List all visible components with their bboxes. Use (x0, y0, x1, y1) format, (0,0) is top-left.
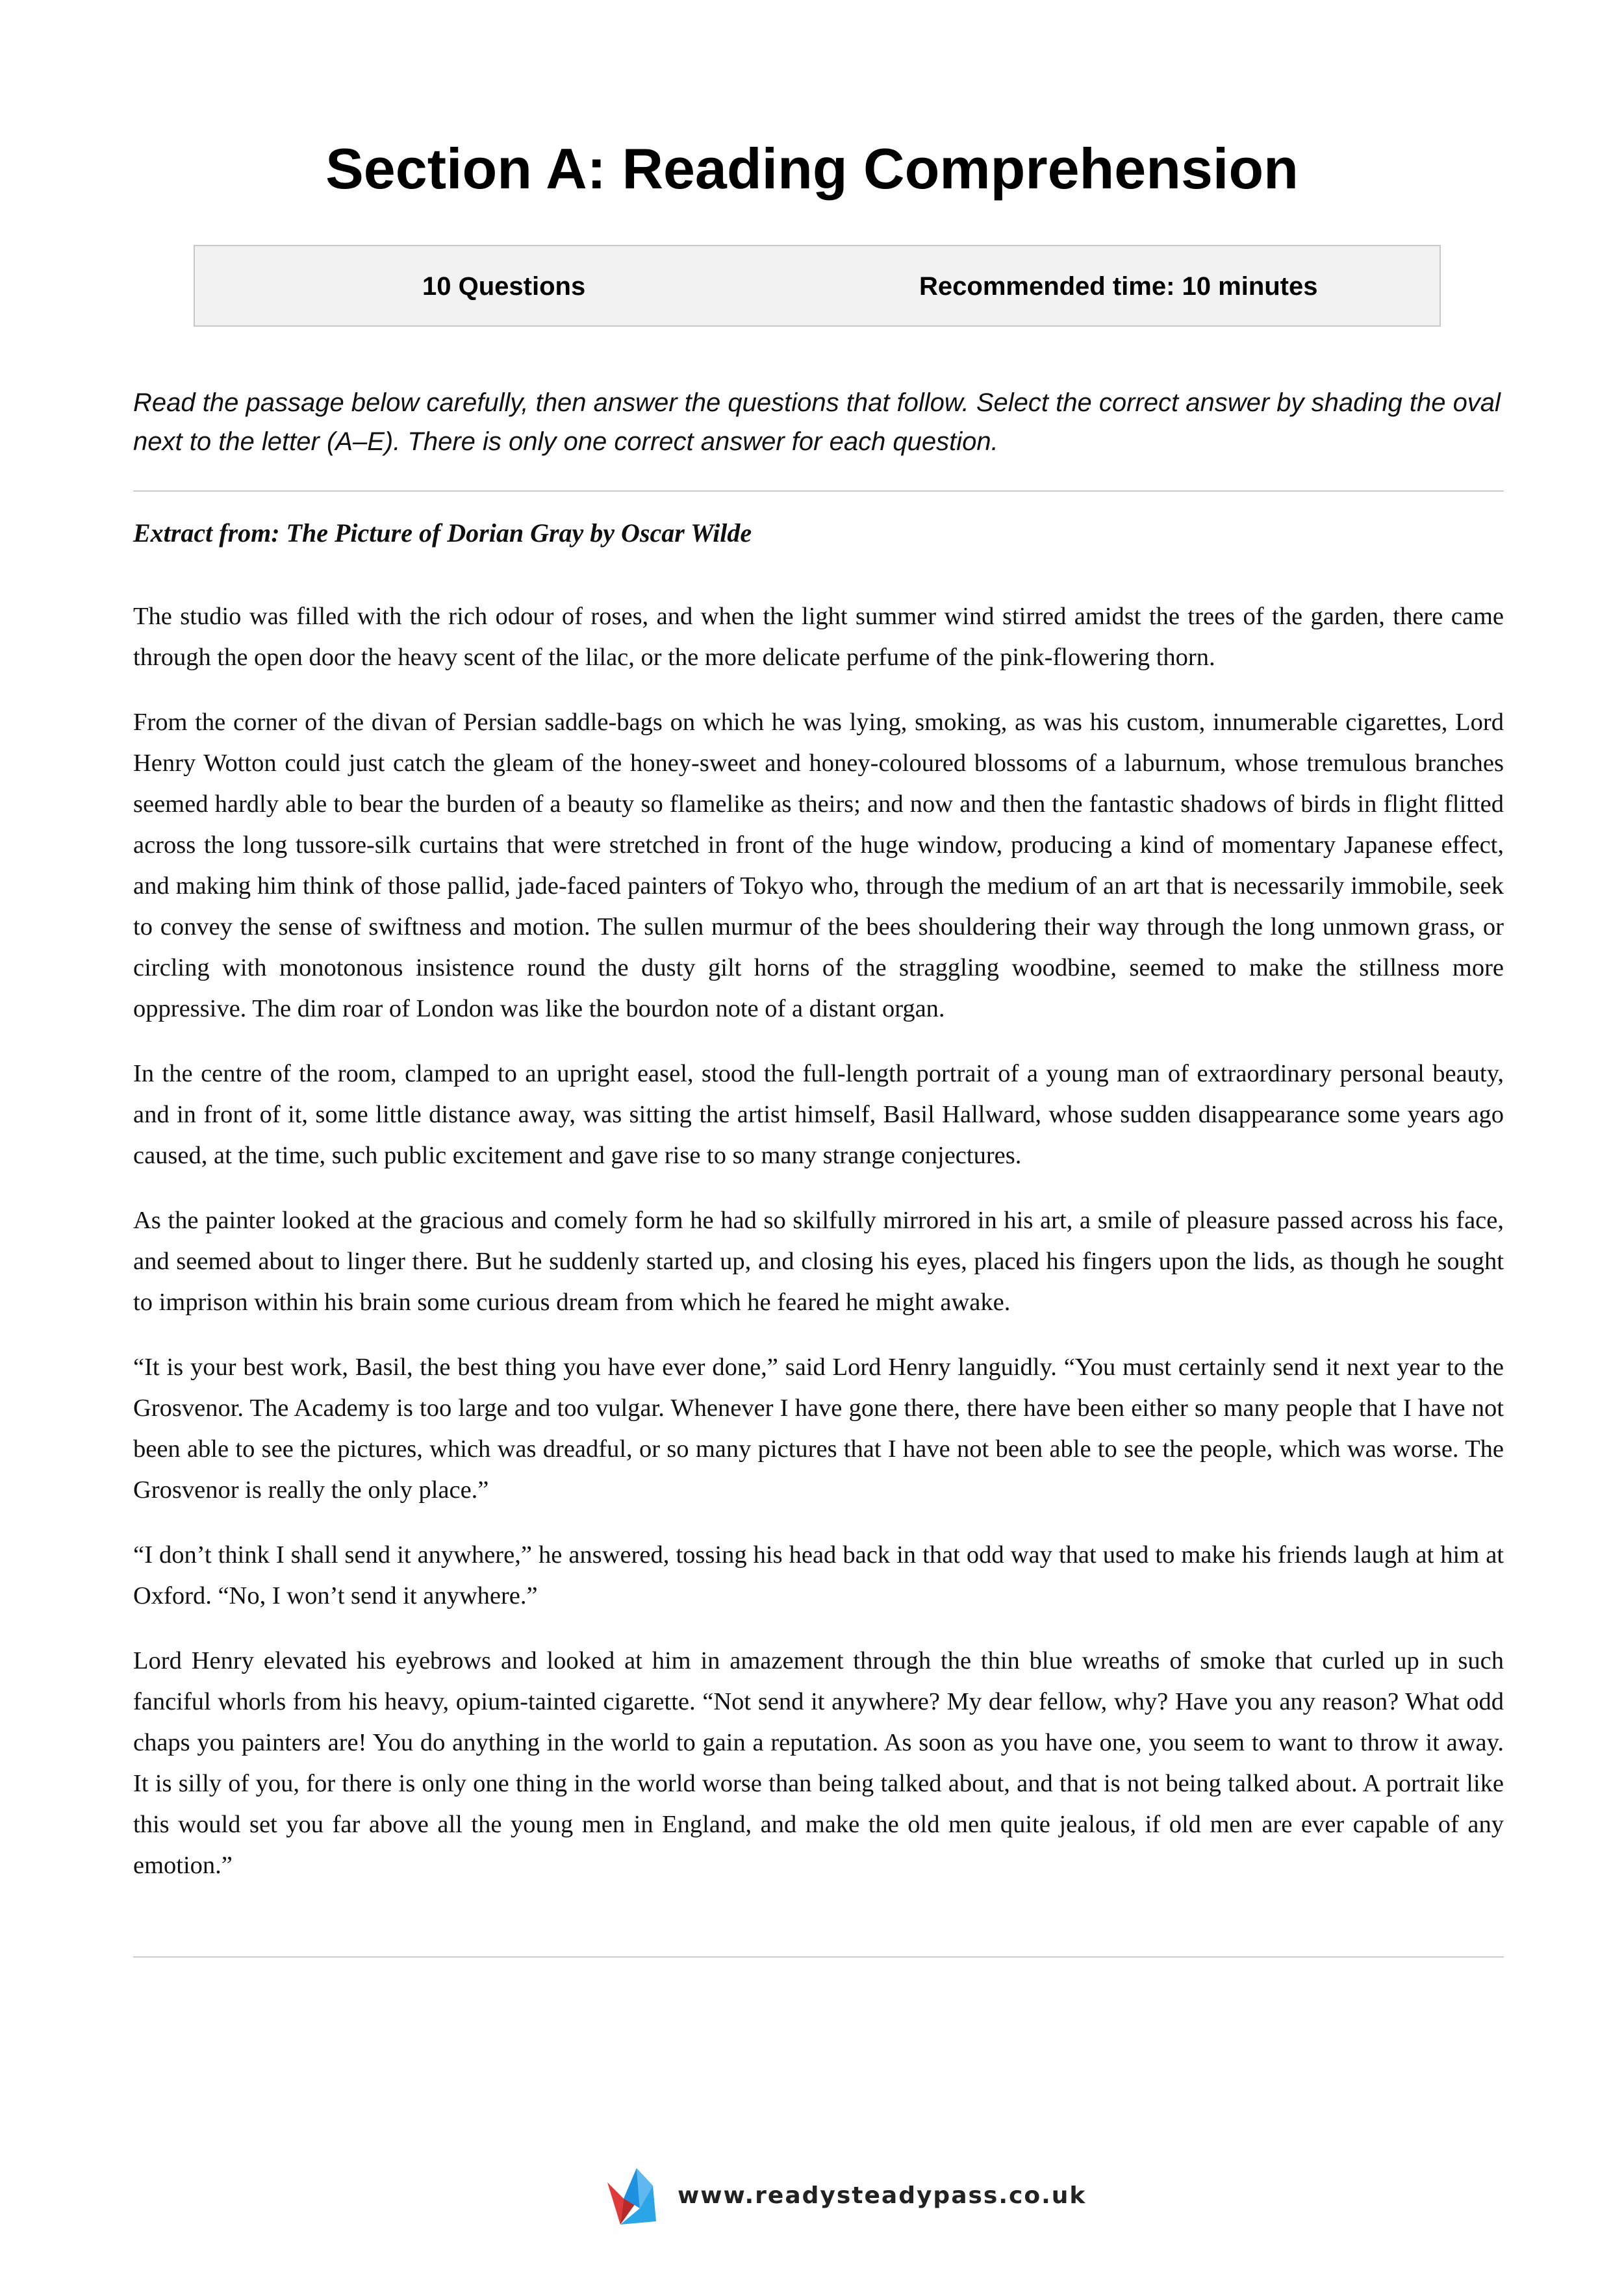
passage-paragraph: The studio was filled with the rich odour of roses, and when the light summer wind stirred amidst the trees of the garden, there came through the open door the heavy scent of the lilac, or the more delicate perfume of the pink-flowering thorn. (133, 603, 1504, 671)
passage (133, 596, 1504, 1910)
instructions: Read the passage below carefully, then answer the questions that follow. Select the correct answer by shading the oval next to the letter (A–E). There is only one correct answer for each question. (133, 388, 1501, 456)
origami-bird-logo-icon (601, 2163, 659, 2228)
footer (601, 2160, 1086, 2231)
passage-paragraph: As the painter looked at the gracious and comely form he had so skilfully mirrored in his art, a smile of pleasure passed across his face, and seemed about to linger there. But he suddenly started up, and closing his eyes, placed his fingers upon the lids, as though he sought to imprison within his brain some curious dream from which he feared he might awake. (133, 1207, 1504, 1316)
passage-paragraph: “I don’t think I shall send it anywhere,” he answered, tossing his head back in that odd way that used to make his friends laugh at him at Oxford. “No, I won’t send it anywhere.” (133, 1541, 1504, 1609)
bottom-divider (133, 1956, 1504, 1958)
info-box (194, 245, 1441, 327)
extract-title: Extract from: The Picture of Dorian Gray by Oscar Wilde (133, 518, 752, 548)
top-divider (133, 490, 1504, 492)
question-count: 10 Questions (422, 272, 586, 301)
passage-paragraph: In the centre of the room, clamped to an upright easel, stood the full-length portrait of a young man of extraordinary personal beauty, and in front of it, some little distance away, was sitting the artist himself, Basil Hallward, whose sudden disappearance some years ago caused, at the time, such public excitement and gave rise to so many strange conjectures. (133, 1060, 1504, 1169)
passage-paragraph: Lord Henry elevated his eyebrows and looked at him in amazement through the thin blue wreaths of smoke that curled up in such fanciful whorls from his heavy, opium-tainted cigarette. “Not send it anywhere? My dear fellow, why? Have you any reason? What odd chaps you painters are! You do anything in the world to gain a reputation. As soon as you have one, you seem to want to throw it away. It is silly of you, for there is only one thing in the world worse than being talked about, and that is not being talked about. A portrait like this would set you far above all the young men in England, and make the old men quite jealous, if old men are ever capable of any emotion.” (133, 1647, 1504, 1879)
page-title: Section A: Reading Comprehension (325, 136, 1299, 201)
footer-url[interactable]: www.readysteadypass.co.uk (678, 2182, 1087, 2209)
recommended-time: Recommended time: 10 minutes (919, 272, 1318, 301)
passage-paragraph: From the corner of the divan of Persian saddle-bags on which he was lying, smoking, as was his custom, innumerable cigarettes, Lord Henry Wotton could just catch the gleam of the honey-sweet and honey-coloured blossoms of a laburnum, whose tremulous branches seemed hardly able to bear the burden of a beauty so flamelike as theirs; and now and then the fantastic shadows of birds in flight flitted across the long tussore-silk curtains that were stretched in front of the huge window, producing a kind of momentary Japanese effect, and making him think of those pallid, jade-faced painters of Tokyo who, through the medium of an art that is necessarily immobile, seek to convey the sense of swiftness and motion. The sullen murmur of the bees shouldering their way through the long unmown grass, or circling with monotonous insistence round the dusty gilt horns of the straggling woodbine, seemed to make the stillness more oppressive. The dim roar of London was like the bourdon note of a distant organ. (133, 709, 1504, 1022)
passage-paragraph: “It is your best work, Basil, the best thing you have ever done,” said Lord Henry languidly. “You must certainly send it next year to the Grosvenor. The Academy is too large and too vulgar. Whenever I have gone there, there have been either so many people that I have not been able to see the pictures, which was dreadful, or so many pictures that I have not been able to see the people, which was worse. The Grosvenor is really the only place.” (133, 1354, 1504, 1504)
